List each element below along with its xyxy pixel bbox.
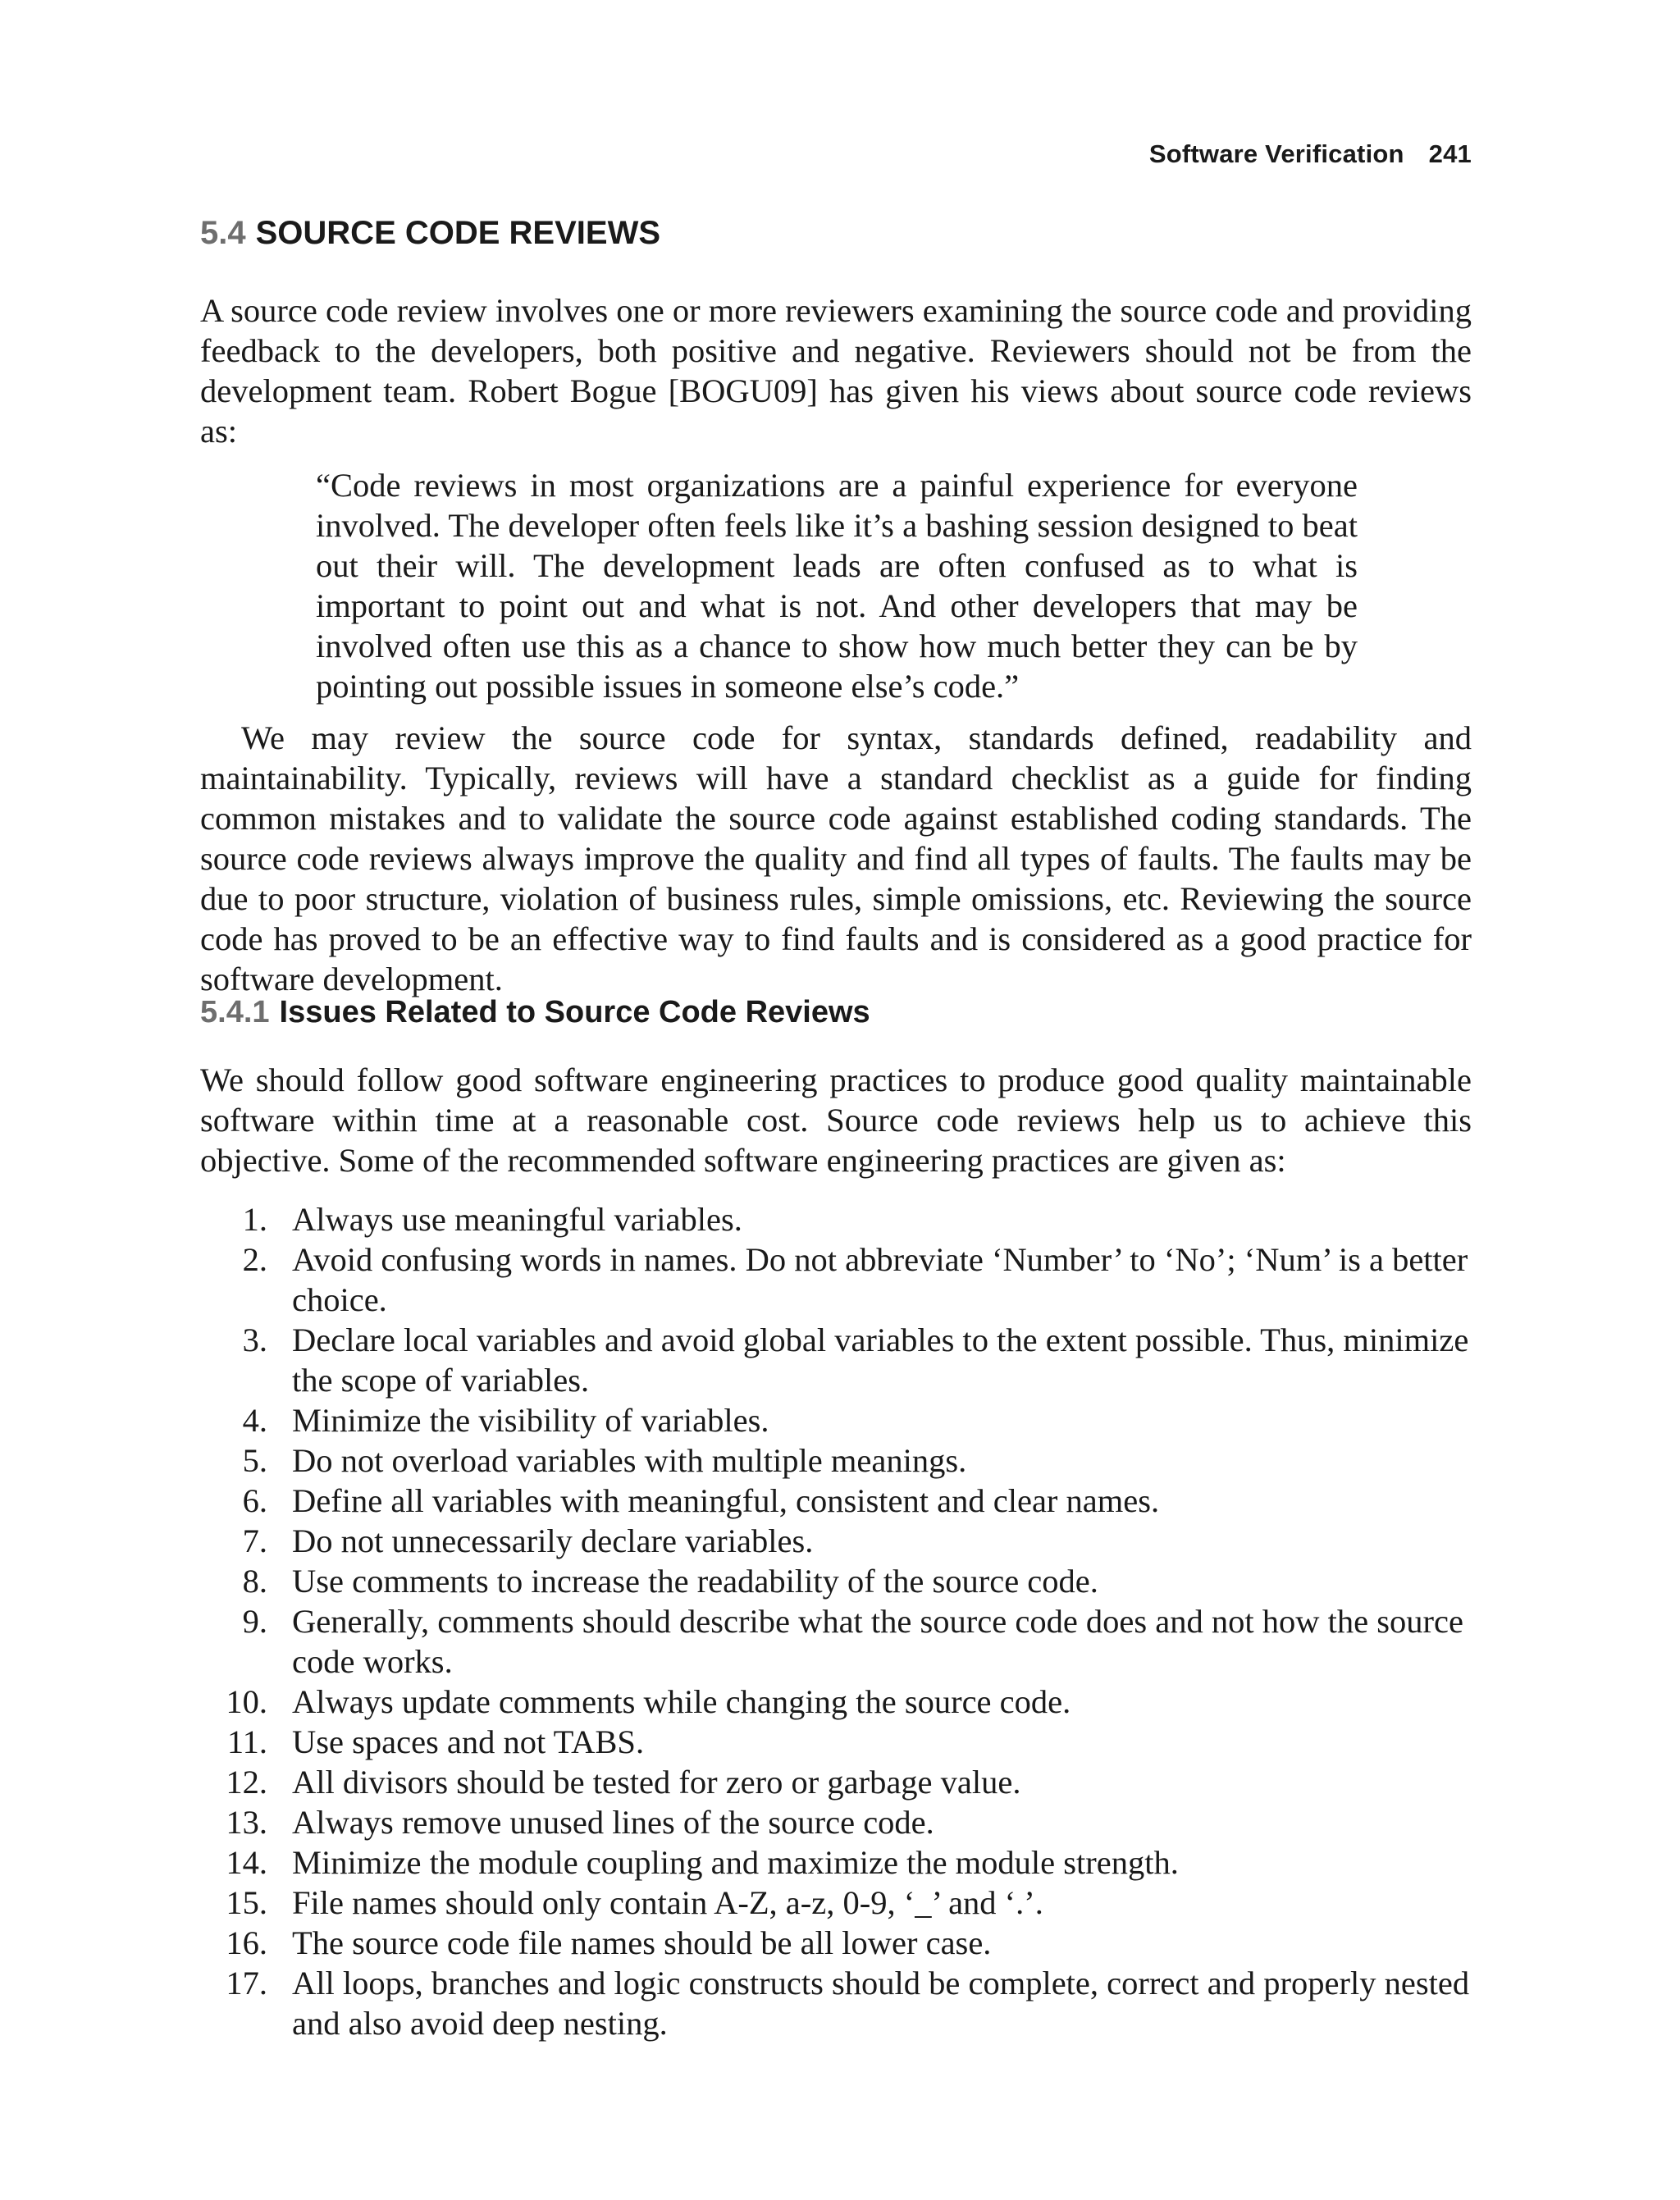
list-item-text: Do not unnecessarily declare variables. [292, 1522, 814, 1559]
list-item-text: All divisors should be tested for zero or garbage value. [292, 1764, 1021, 1801]
list-item-text: Use comments to increase the readability of the source code. [292, 1563, 1098, 1600]
list-item-number: 10. [226, 1683, 267, 1720]
list-item-number: 3. [242, 1321, 267, 1358]
list-item [200, 1722, 1472, 1762]
practices-list [200, 1199, 1472, 2043]
second-paragraph: We may review the source code for syntax, standards defined, readability and maintainability. Typically, reviews will have a standard checklist as a guide for finding common mistakes and to validate the source code against established coding standards. The source code reviews always improve the quality and find all types of faults. The faults may be due to poor structure, violation of business rules, simple omissions, etc. Reviewing the source code has proved to be an effective way to find faults and is considered as a good practice for software development. [200, 719, 1472, 997]
list-item-text: Minimize the visibility of variables. [292, 1402, 769, 1439]
quote-text: “Code reviews in most organizations are a painful experience for everyone involved. The developer often feels like it’s a bashing session designed to beat out their will. The development leads are often confused as to what is important to point out and what is not. And other developers that may be involved often use this as a chance to show how much better they can be by pointing out possible issues in someone else’s code.” [316, 467, 1358, 705]
block-quote [316, 465, 1556, 706]
list-item-number: 12. [226, 1764, 267, 1801]
running-head [1149, 139, 1472, 169]
list-item-number: 15. [226, 1884, 267, 1921]
list-item [200, 1320, 1472, 1400]
list-item-text: Avoid confusing words in names. Do not abbreviate ‘Number’ to ‘No’; ‘Num’ is a better choice. [292, 1241, 1468, 1318]
list-item-number: 5. [242, 1442, 267, 1479]
list-item-text: The source code file names should be all lower case. [292, 1924, 992, 1961]
list-item [200, 1601, 1472, 1682]
list-item-text: Do not overload variables with multiple meanings. [292, 1442, 967, 1479]
list-item-number: 14. [226, 1844, 267, 1881]
running-head-title: Software Verification [1148, 139, 1404, 168]
list-item-number: 11. [226, 1723, 267, 1760]
list-item-text: Define all variables with meaningful, consistent and clear names. [292, 1482, 1160, 1519]
list-item-number: 2. [242, 1241, 267, 1278]
list-item-text: All loops, branches and logic constructs should be complete, correct and properly nested and also avoid deep nesting. [292, 1965, 1470, 2042]
list-item-number: 17. [226, 1965, 267, 2001]
list-item [200, 1883, 1472, 1923]
list-item-text: File names should only contain A-Z, a-z, 0-9, ‘_’ and ‘.’. [292, 1884, 1043, 1921]
list-item-text: Minimize the module coupling and maximize the module strength. [292, 1844, 1179, 1881]
subsection-number: 5.4.1 [200, 995, 270, 1029]
list-item [200, 1561, 1472, 1601]
list-item [200, 1762, 1472, 1802]
list-item [200, 1481, 1472, 1521]
list-item [200, 1963, 1472, 2043]
section-title: SOURCE CODE REVIEWS [255, 215, 661, 251]
list-item-text: Declare local variables and avoid global variables to the extent possible. Thus, minimize the scope of variables. [292, 1321, 1469, 1399]
subsection-title: Issues Related to Source Code Reviews [279, 995, 870, 1029]
list-item-number: 6. [242, 1482, 267, 1519]
subsection-intro-paragraph: We should follow good software engineering practices to produce good quality maintainable software within time at a reasonable cost. Source code reviews help us to achieve this objective. Some of the recommended software engineering practices are given as: [200, 1061, 1472, 1179]
intro-paragraph: A source code review involves one or more reviewers examining the source code and providing feedback to the developers, both positive and negative. Reviewers should not be from the development team. Robert Bogue [BOGU09] has given his views about source code reviews as: [200, 292, 1472, 450]
section-number: 5.4 [200, 215, 246, 251]
list-item [200, 1199, 1472, 1239]
list-item-number: 16. [226, 1924, 267, 1961]
list-item [200, 1842, 1472, 1883]
page-number: 241 [1428, 139, 1472, 168]
list-item [200, 1521, 1472, 1561]
list-item-number: 4. [242, 1402, 267, 1439]
list-item-number: 9. [242, 1603, 267, 1640]
subsection-heading [200, 995, 870, 1030]
list-item [200, 1802, 1472, 1842]
list-item-text: Always update comments while changing the source code. [292, 1683, 1071, 1720]
list-item [200, 1682, 1472, 1722]
list-item-number: 13. [226, 1804, 267, 1841]
list-item-text: Use spaces and not TABS. [292, 1723, 645, 1760]
list-item [200, 1923, 1472, 1963]
list-item [200, 1400, 1472, 1440]
section-heading [200, 215, 660, 252]
list-item-text: Always remove unused lines of the source code. [292, 1804, 934, 1841]
list-item-number: 8. [242, 1563, 267, 1600]
list-item-text: Generally, comments should describe what the source code does and not how the source code works. [292, 1603, 1463, 1680]
list-item-number: 1. [242, 1201, 267, 1238]
list-item-text: Always use meaningful variables. [292, 1201, 742, 1238]
list-item [200, 1239, 1472, 1320]
list-item [200, 1440, 1472, 1481]
list-item-number: 7. [242, 1522, 267, 1559]
